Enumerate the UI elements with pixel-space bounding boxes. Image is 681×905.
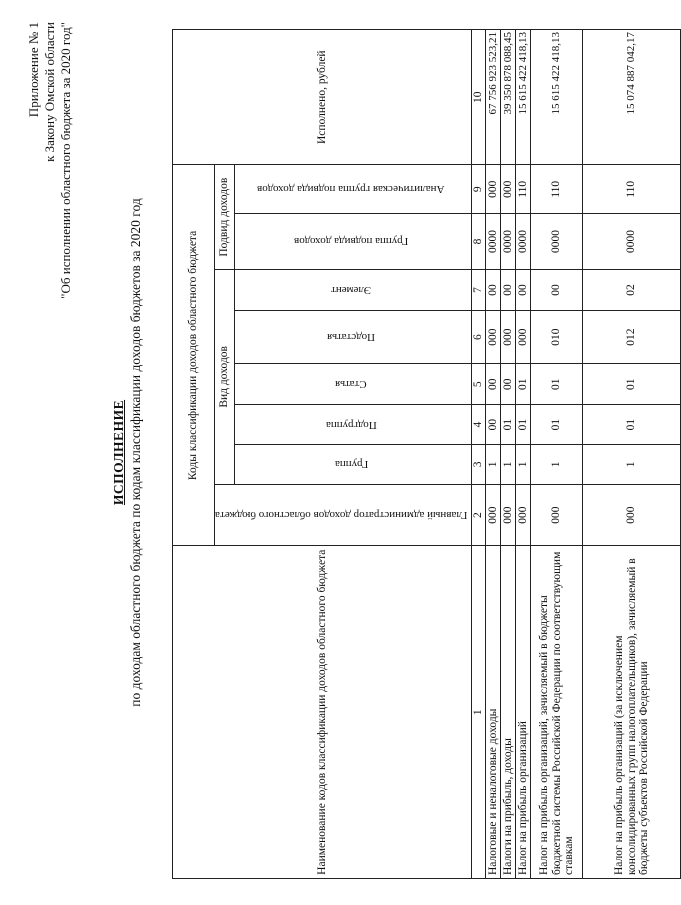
- row-analytic: 000: [486, 165, 501, 214]
- row-subkind-group: 0000: [531, 214, 583, 270]
- column-number: 2: [472, 484, 486, 546]
- document-title: [110, 80, 144, 825]
- row-value: 15 074 887 042,17: [583, 30, 681, 165]
- column-number: 10: [472, 30, 486, 165]
- row-admin: 000: [501, 484, 516, 546]
- header-name: Наименование кодов классификации доходов областного бюджета: [173, 546, 472, 879]
- row-subarticle: 000: [516, 311, 531, 364]
- header-group: Группа: [334, 458, 368, 471]
- row-value: 39 350 878 088,45: [501, 30, 516, 165]
- column-number: 3: [472, 445, 486, 485]
- row-element: 00: [501, 269, 516, 310]
- row-element: 00: [486, 269, 501, 310]
- header-subarticle-cell: [235, 311, 472, 364]
- row-subgroup: 01: [531, 405, 583, 445]
- row-admin: 000: [583, 484, 681, 546]
- row-name: Налог на прибыль организаций: [516, 546, 531, 879]
- row-analytic: 110: [583, 165, 681, 214]
- row-analytic: 110: [531, 165, 583, 214]
- appendix-line: к Закону Омской области: [42, 22, 57, 162]
- header-analytic-group-cell: [235, 165, 472, 214]
- title-line-2: по доходам областного бюджета по кодам классификации доходов бюджетов за 2020 год: [128, 198, 143, 707]
- row-subkind-group: 0000: [583, 214, 681, 270]
- header-kind: Вид доходов: [215, 269, 235, 484]
- header-subkind-group-cell: [235, 214, 472, 270]
- row-analytic: 000: [501, 165, 516, 214]
- header-admin: Главный администратор доходов областного бюджета: [215, 509, 468, 522]
- table-row: [486, 30, 501, 879]
- row-group: 1: [583, 445, 681, 485]
- row-article: 01: [583, 364, 681, 405]
- revenue-table: [172, 29, 681, 879]
- header-subkind-group: Группа подвида доходов: [294, 235, 409, 248]
- row-element: 00: [516, 269, 531, 310]
- row-subkind-group: 0000: [501, 214, 516, 270]
- row-admin: 000: [531, 484, 583, 546]
- header-element-cell: [235, 269, 472, 310]
- row-article: 00: [486, 364, 501, 405]
- header-subgroup: Подгруппа: [325, 418, 377, 431]
- row-element: 00: [531, 269, 583, 310]
- row-name: Налоговые и неналоговые доходы: [486, 546, 501, 879]
- row-article: 00: [501, 364, 516, 405]
- row-element: 02: [583, 269, 681, 310]
- column-number: 1: [472, 546, 486, 879]
- row-subarticle: 010: [531, 311, 583, 364]
- row-subgroup: 01: [501, 405, 516, 445]
- row-subgroup: 01: [583, 405, 681, 445]
- row-article: 01: [531, 364, 583, 405]
- header-subkind: Подвид доходов: [215, 165, 235, 270]
- column-number: 5: [472, 364, 486, 405]
- appendix-line: "Об исполнении областного бюджета за 2020 год": [58, 22, 73, 299]
- header-article: Статья: [335, 378, 367, 391]
- row-subkind-group: 0000: [486, 214, 501, 270]
- row-group: 1: [516, 445, 531, 485]
- column-number: 6: [472, 311, 486, 364]
- table-row: [583, 30, 681, 879]
- row-value: 67 756 923 523,21: [486, 30, 501, 165]
- column-number: 8: [472, 214, 486, 270]
- row-subarticle: 000: [486, 311, 501, 364]
- table-row: [516, 30, 531, 879]
- row-value: 15 615 422 418,13: [531, 30, 583, 165]
- row-article: 01: [516, 364, 531, 405]
- column-number: 7: [472, 269, 486, 310]
- header-group-cell: [235, 445, 472, 485]
- row-subgroup: 00: [486, 405, 501, 445]
- row-subarticle: 012: [583, 311, 681, 364]
- row-group: 1: [501, 445, 516, 485]
- row-group: 1: [486, 445, 501, 485]
- column-number: 4: [472, 405, 486, 445]
- row-value: 15 615 422 418,13: [516, 30, 531, 165]
- header-element: Элемент: [331, 284, 372, 297]
- header-codes-group: Коды классификации доходов областного бюджета: [173, 165, 215, 546]
- appendix-line: Приложение № 1: [26, 22, 41, 118]
- row-name: Налог на прибыль организаций, зачисляемый в бюджеты бюджетной системы Российской Федерации по соответствующим ставкам: [531, 546, 583, 879]
- title-line-1: ИСПОЛНЕНИЕ: [111, 399, 126, 506]
- header-subarticle: Подстатья: [327, 331, 376, 344]
- row-subgroup: 01: [516, 405, 531, 445]
- header-admin-cell: [215, 484, 472, 546]
- row-name: Налоги на прибыль, доходы: [501, 546, 516, 879]
- row-subkind-group: 0000: [516, 214, 531, 270]
- row-name: Налог на прибыль организаций (за исключением консолидированных групп налогоплательщиков), зачисляемый в бюджеты субъектов Российской Федерации: [583, 546, 681, 879]
- column-number: 9: [472, 165, 486, 214]
- row-analytic: 110: [516, 165, 531, 214]
- row-subarticle: 000: [501, 311, 516, 364]
- header-analytic-group: Аналитическая группа подвида доходов: [257, 183, 445, 196]
- row-group: 1: [531, 445, 583, 485]
- header-executed: Исполнено, рублей: [173, 30, 472, 165]
- header-subgroup-cell: [235, 405, 472, 445]
- row-admin: 000: [516, 484, 531, 546]
- appendix-header: [26, 22, 74, 382]
- table-row: [501, 30, 516, 879]
- table-row: [531, 30, 583, 879]
- header-article-cell: [235, 364, 472, 405]
- row-admin: 000: [486, 484, 501, 546]
